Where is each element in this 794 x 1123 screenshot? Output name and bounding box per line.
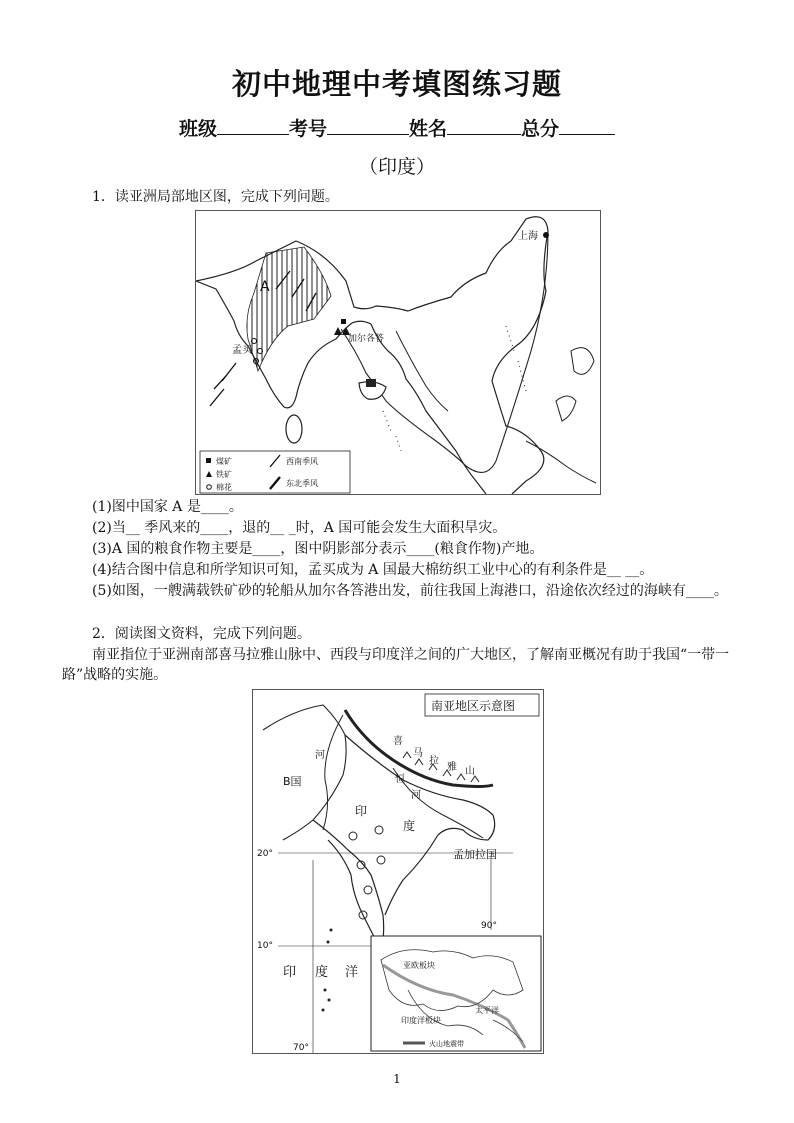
iron-icon bbox=[334, 327, 342, 335]
indus-label: 河 bbox=[315, 750, 325, 761]
himalaya-char-2: 马 bbox=[413, 748, 423, 759]
map-legend bbox=[200, 451, 350, 493]
ocean-char-2: 度 bbox=[315, 965, 329, 980]
ganges-label-2: 河 bbox=[411, 790, 421, 801]
indus-river bbox=[323, 715, 343, 830]
exam-no-label: 考号 bbox=[288, 118, 327, 140]
india-outline bbox=[313, 820, 384, 950]
country-borders bbox=[263, 705, 346, 840]
himalaya-char-3: 拉 bbox=[429, 756, 439, 767]
inset-pacific-label: 太平洋 bbox=[475, 1006, 499, 1015]
coal-icon bbox=[341, 319, 346, 324]
b-country-label: B国 bbox=[283, 775, 302, 788]
south-asia-map-title: 南亚地区示意图 bbox=[431, 699, 516, 713]
q1-item-1: (1)图中国家 A 是____。 bbox=[92, 499, 243, 515]
india-char-1: 印 bbox=[355, 804, 368, 818]
country-a-label: A bbox=[260, 279, 270, 295]
bangladesh-label: 孟加拉国 bbox=[453, 848, 497, 861]
page-title: 初中地理中考填图练习题 bbox=[231, 67, 562, 101]
inset-map bbox=[371, 936, 541, 1051]
ocean-char-1: 印 bbox=[283, 965, 297, 980]
ganges-label-1: 恒 bbox=[395, 774, 405, 785]
inset-indian-ocean-label: 印度洋板块 bbox=[401, 1016, 441, 1025]
mumbai-label: 孟买 bbox=[232, 345, 252, 356]
legend-iron: 铁矿 bbox=[216, 470, 232, 479]
asia-map bbox=[195, 210, 601, 495]
class-label: 班级 bbox=[178, 118, 217, 140]
himalaya-char-1: 喜 bbox=[393, 736, 403, 747]
name-blank[interactable] bbox=[447, 116, 521, 135]
inset-eurasia-label: 亚欧板块 bbox=[403, 961, 435, 970]
ocean-char-3: 洋 bbox=[345, 965, 359, 980]
q1-prompt: 1．读亚洲局部地区图，完成下列问题。 bbox=[92, 189, 339, 205]
page-subtitle: （印度） bbox=[358, 156, 435, 178]
inset-legend-label: 火山地震带 bbox=[429, 1040, 464, 1048]
score-label: 总分 bbox=[521, 118, 560, 140]
lat-20-label: 20° bbox=[257, 849, 273, 859]
legend-ne-monsoon: 东北季风 bbox=[286, 479, 318, 488]
q1-item-2: (2)当__ 季风来的____，退的__ _时，A 国可能会发生大面积旱灾。 bbox=[92, 520, 507, 536]
q1-item-3: (3)A 国的粮食作物主要是____，图中阴影部分表示____(粮食作物)产地。 bbox=[92, 541, 544, 557]
shanghai-icon bbox=[543, 232, 549, 238]
south-asia-map bbox=[252, 689, 544, 1054]
exam-no-blank[interactable] bbox=[327, 116, 409, 135]
legend-cotton: 棉花 bbox=[216, 483, 232, 492]
score-blank[interactable] bbox=[559, 116, 615, 135]
india-char-2: 度 bbox=[403, 819, 416, 833]
himalaya-char-4: 雅 bbox=[447, 762, 457, 773]
q1-item-5: (5)如图，一艘满载铁矿砂的轮船从加尔各答港出发，前往我国上海港口，沿途依次经过的海峡有____。 bbox=[92, 583, 728, 599]
shanghai-label: 上海 bbox=[518, 231, 538, 242]
himalaya-char-5: 山 bbox=[465, 766, 475, 777]
crop-icons bbox=[349, 826, 385, 919]
page-number: 1 bbox=[393, 1072, 401, 1086]
name-label: 姓名 bbox=[409, 118, 448, 140]
kolkata-label: 加尔各答 bbox=[348, 334, 385, 344]
lat-10-label: 10° bbox=[257, 941, 273, 951]
legend-coal: 煤矿 bbox=[216, 457, 232, 466]
q1-item-4: (4)结合图中信息和所学知识可知，孟买成为 A 国最大棉纺织工业中心的有利条件是__ __。 bbox=[92, 562, 654, 578]
student-info-row bbox=[0, 114, 794, 141]
legend-sw-monsoon: 西南季风 bbox=[286, 457, 318, 466]
wheat-area bbox=[247, 247, 331, 371]
lon-90-label: 90° bbox=[481, 921, 497, 931]
q2-prompt: 2．阅读图文资料，完成下列问题。 bbox=[92, 626, 311, 642]
lon-70-label: 70° bbox=[293, 1043, 309, 1053]
q2-intro: 南亚指位于亚洲南部喜马拉雅山脉中、西段与印度洋之间的广大地区，了解南亚概况有助于我国“一带一路”战略的实施。 bbox=[62, 647, 730, 683]
ship-icon bbox=[359, 379, 386, 399]
class-blank[interactable] bbox=[217, 116, 289, 135]
